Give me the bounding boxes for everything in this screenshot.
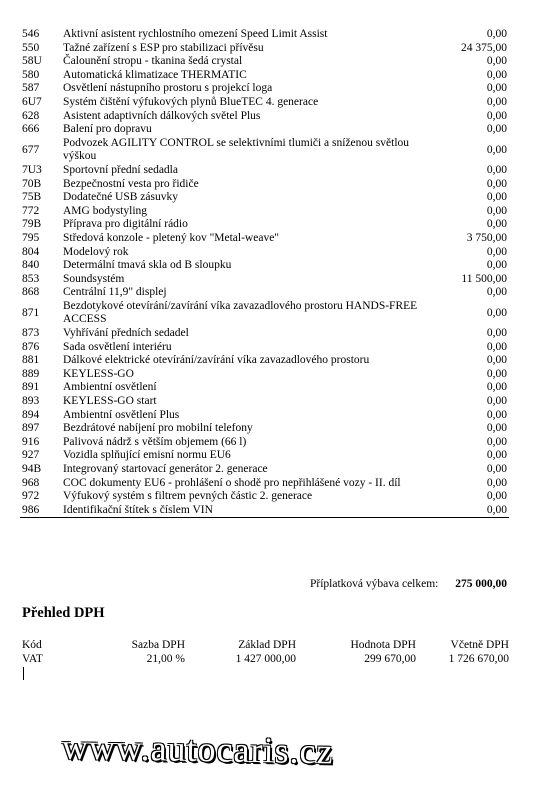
item-description: Sportovní přední sedadla [63, 163, 178, 176]
item-code: 79B [22, 218, 42, 231]
vat-header-total: Včetně DPH [450, 639, 509, 651]
item-description: Identifikační štítek s číslem VIN [63, 504, 429, 518]
item-price: 0,00 [486, 476, 507, 489]
item-price: 0,00 [486, 177, 507, 190]
item-description: Dodatečné USB zásuvky [63, 191, 178, 204]
vat-summary-title: Přehled DPH [22, 605, 105, 621]
item-price: 0,00 [486, 422, 507, 435]
item-price: 0,00 [486, 367, 507, 380]
item-code: 871 [22, 306, 40, 319]
item-code: 868 [22, 286, 40, 299]
item-price: 0,00 [486, 204, 507, 217]
item-price: 0,00 [486, 82, 507, 95]
item-description: Ambientní osvětlení [63, 381, 157, 394]
watermark: www.autocaris.cz [61, 726, 334, 772]
item-price: 0,00 [486, 286, 507, 299]
item-code: 6U7 [22, 95, 42, 108]
item-description: KEYLESS-GO start [63, 395, 157, 408]
item-price: 0,00 [486, 123, 507, 136]
table-row [20, 354, 509, 368]
item-code: 916 [22, 435, 40, 448]
vat-amount: 299 670,00 [364, 653, 416, 665]
item-description: KEYLESS-GO [63, 367, 134, 380]
item-description: AMG bodystyling [63, 204, 148, 217]
item-code: 897 [22, 422, 40, 435]
table-row [20, 368, 509, 382]
item-code: 873 [22, 327, 40, 340]
vat-header-rate: Sazba DPH [131, 639, 185, 651]
item-description: Bezdrátové nabíjení pro mobilní telefony [63, 422, 253, 435]
item-description: Čalounění stropu - tkanina šedá crystal [63, 55, 243, 68]
item-description: Automatická klimatizace THERMATIC [63, 68, 247, 81]
item-code: 853 [22, 272, 40, 285]
vat-summary-table [22, 638, 509, 666]
item-price: 0,00 [486, 490, 507, 503]
item-price: 24 375,00 [461, 41, 507, 54]
vat-header-code: Kód [22, 639, 42, 651]
table-row [20, 381, 509, 395]
item-price: 0,00 [486, 340, 507, 353]
equipment-table [20, 28, 509, 518]
item-code: 889 [22, 367, 40, 380]
item-code: 876 [22, 340, 40, 353]
item-code: 580 [22, 68, 40, 81]
total-value: 275 000,00 [455, 578, 507, 590]
item-price: 0,00 [486, 109, 507, 122]
table-row [20, 96, 509, 110]
item-price: 0,00 [486, 28, 507, 40]
table-row [20, 504, 509, 518]
table-row [20, 123, 509, 137]
item-description: Asistent adaptivních dálkových světel Plus [63, 109, 261, 122]
vat-header-base: Základ DPH [238, 639, 296, 651]
item-code: 968 [22, 476, 40, 489]
table-row [20, 69, 509, 83]
item-code: 58U [22, 55, 42, 68]
total-label: Příplatková výbava celkem: [309, 578, 439, 590]
table-row [20, 205, 509, 219]
item-description: Vozidla splňující emisní normu EU6 [63, 449, 231, 462]
item-description: Bezpečnostní vesta pro řidiče [63, 177, 199, 190]
item-code: 840 [22, 259, 40, 272]
item-code: 881 [22, 354, 40, 367]
item-code: 891 [22, 381, 40, 394]
table-row [20, 300, 509, 327]
item-code: 927 [22, 449, 40, 462]
item-description: Ambientní osvětlení Plus [63, 408, 180, 421]
item-price: 0,00 [486, 218, 507, 231]
equipment-total [200, 578, 507, 590]
item-code: 550 [22, 41, 40, 54]
item-description: Sada osvětlení interiéru [63, 340, 172, 353]
item-code: 972 [22, 490, 40, 503]
item-price: 0,00 [486, 463, 507, 475]
item-code: 75B [22, 191, 42, 204]
table-row [20, 341, 509, 355]
item-description: Balení pro dopravu [63, 123, 152, 136]
table-row [20, 232, 509, 246]
vat-total: 1 726 670,00 [448, 653, 509, 665]
table-row [20, 246, 509, 260]
table-row [20, 42, 509, 56]
item-code: 666 [22, 123, 40, 136]
item-price: 0,00 [486, 449, 507, 462]
item-description: Soundsystém [63, 272, 125, 285]
table-row [20, 55, 509, 69]
item-price: 0,00 [486, 191, 507, 204]
item-description: Středová konzole - pletený kov "Metal-weave" [63, 231, 279, 244]
item-description: Determální tmavá skla od B sloupku [63, 259, 232, 272]
item-description: Dálkové elektrické otevírání/zavírání víka zavazadlového prostoru [63, 354, 370, 367]
item-price: 0,00 [486, 381, 507, 394]
table-row [20, 490, 509, 504]
item-description: Bezdotykové otevírání/zavírání víka zavazadlového prostoru HANDS-FREE ACCESS [63, 299, 418, 326]
table-row [20, 191, 509, 205]
item-price: 0,00 [486, 245, 507, 258]
table-row [20, 286, 509, 300]
table-row [20, 422, 509, 436]
item-description: Integrovaný startovací generátor 2. generace [63, 463, 268, 475]
item-price: 0,00 [486, 435, 507, 448]
table-row [20, 82, 509, 96]
table-row [20, 463, 509, 477]
item-description: Výfukový systém s filtrem pevných částic 2. generace [63, 490, 313, 503]
item-price: 0,00 [486, 306, 507, 319]
table-row [20, 259, 509, 273]
item-description: Centrální 11,9" displej [63, 286, 167, 299]
item-description: Příprava pro digitální rádio [63, 218, 188, 231]
table-row [20, 137, 509, 164]
equipment-table-body [20, 28, 509, 518]
item-code: 7U3 [22, 163, 42, 176]
item-price: 3 750,00 [466, 231, 507, 244]
item-code: 94B [22, 463, 42, 475]
table-row [20, 110, 509, 124]
item-code: 628 [22, 109, 40, 122]
item-price: 0,00 [486, 163, 507, 176]
vat-header-amount: Hodnota DPH [350, 639, 416, 651]
table-row [20, 449, 509, 463]
item-code: 986 [20, 504, 63, 518]
item-description: Tažné zařízení s ESP pro stabilizaci přívěsu [63, 41, 264, 54]
table-row [20, 395, 509, 409]
table-row [20, 28, 509, 42]
item-description: Aktivní asistent rychlostního omezení Speed Limit Assist [63, 28, 328, 40]
table-row [20, 436, 509, 450]
item-price: 0,00 [486, 354, 507, 367]
table-row [20, 164, 509, 178]
item-code: 546 [22, 28, 40, 40]
table-row [20, 477, 509, 491]
table-row [20, 409, 509, 423]
item-price: 0,00 [486, 259, 507, 272]
item-description: Systém čištění výfukových plynů BlueTEC 4. generace [63, 95, 319, 108]
item-price: 0,00 [486, 327, 507, 340]
table-row [20, 327, 509, 341]
vat-rate: 21,00 % [146, 653, 185, 665]
item-price: 0,00 [486, 68, 507, 81]
vat-row [22, 652, 509, 666]
vat-header-row [22, 638, 509, 652]
vat-base: 1 427 000,00 [235, 653, 296, 665]
item-description: Palivová nádrž s větším objemem (66 l) [63, 435, 247, 448]
item-code: 677 [22, 143, 40, 156]
table-row [20, 218, 509, 232]
item-price: 0,00 [486, 55, 507, 68]
item-description: Modelový rok [63, 245, 129, 258]
item-price: 0,00 [486, 408, 507, 421]
vat-code: VAT [22, 653, 43, 665]
item-code: 894 [22, 408, 40, 421]
item-description: Osvětlení nástupního prostoru s projekcí loga [63, 82, 273, 95]
item-code: 893 [22, 395, 40, 408]
table-row [20, 273, 509, 287]
item-price: 0,00 [486, 395, 507, 408]
item-price: 11 500,00 [461, 272, 507, 285]
item-price: 0,00 [486, 143, 507, 156]
item-price: 0,00 [429, 504, 509, 518]
item-description: COC dokumenty EU6 - prohlášení o shodě pro nepřihlášené vozy - II. díl [63, 476, 401, 489]
item-price: 0,00 [486, 95, 507, 108]
table-row [20, 178, 509, 192]
item-code: 587 [22, 82, 40, 95]
item-code: 70B [22, 177, 42, 190]
item-description: Podvozek AGILITY CONTROL se selektivními tlumiči a sníženou světlou výškou [63, 136, 410, 163]
text-cursor [23, 667, 24, 680]
item-code: 795 [22, 231, 40, 244]
item-code: 804 [22, 245, 40, 258]
item-description: Vyhřívání předních sedadel [63, 327, 189, 340]
item-code: 772 [22, 204, 40, 217]
